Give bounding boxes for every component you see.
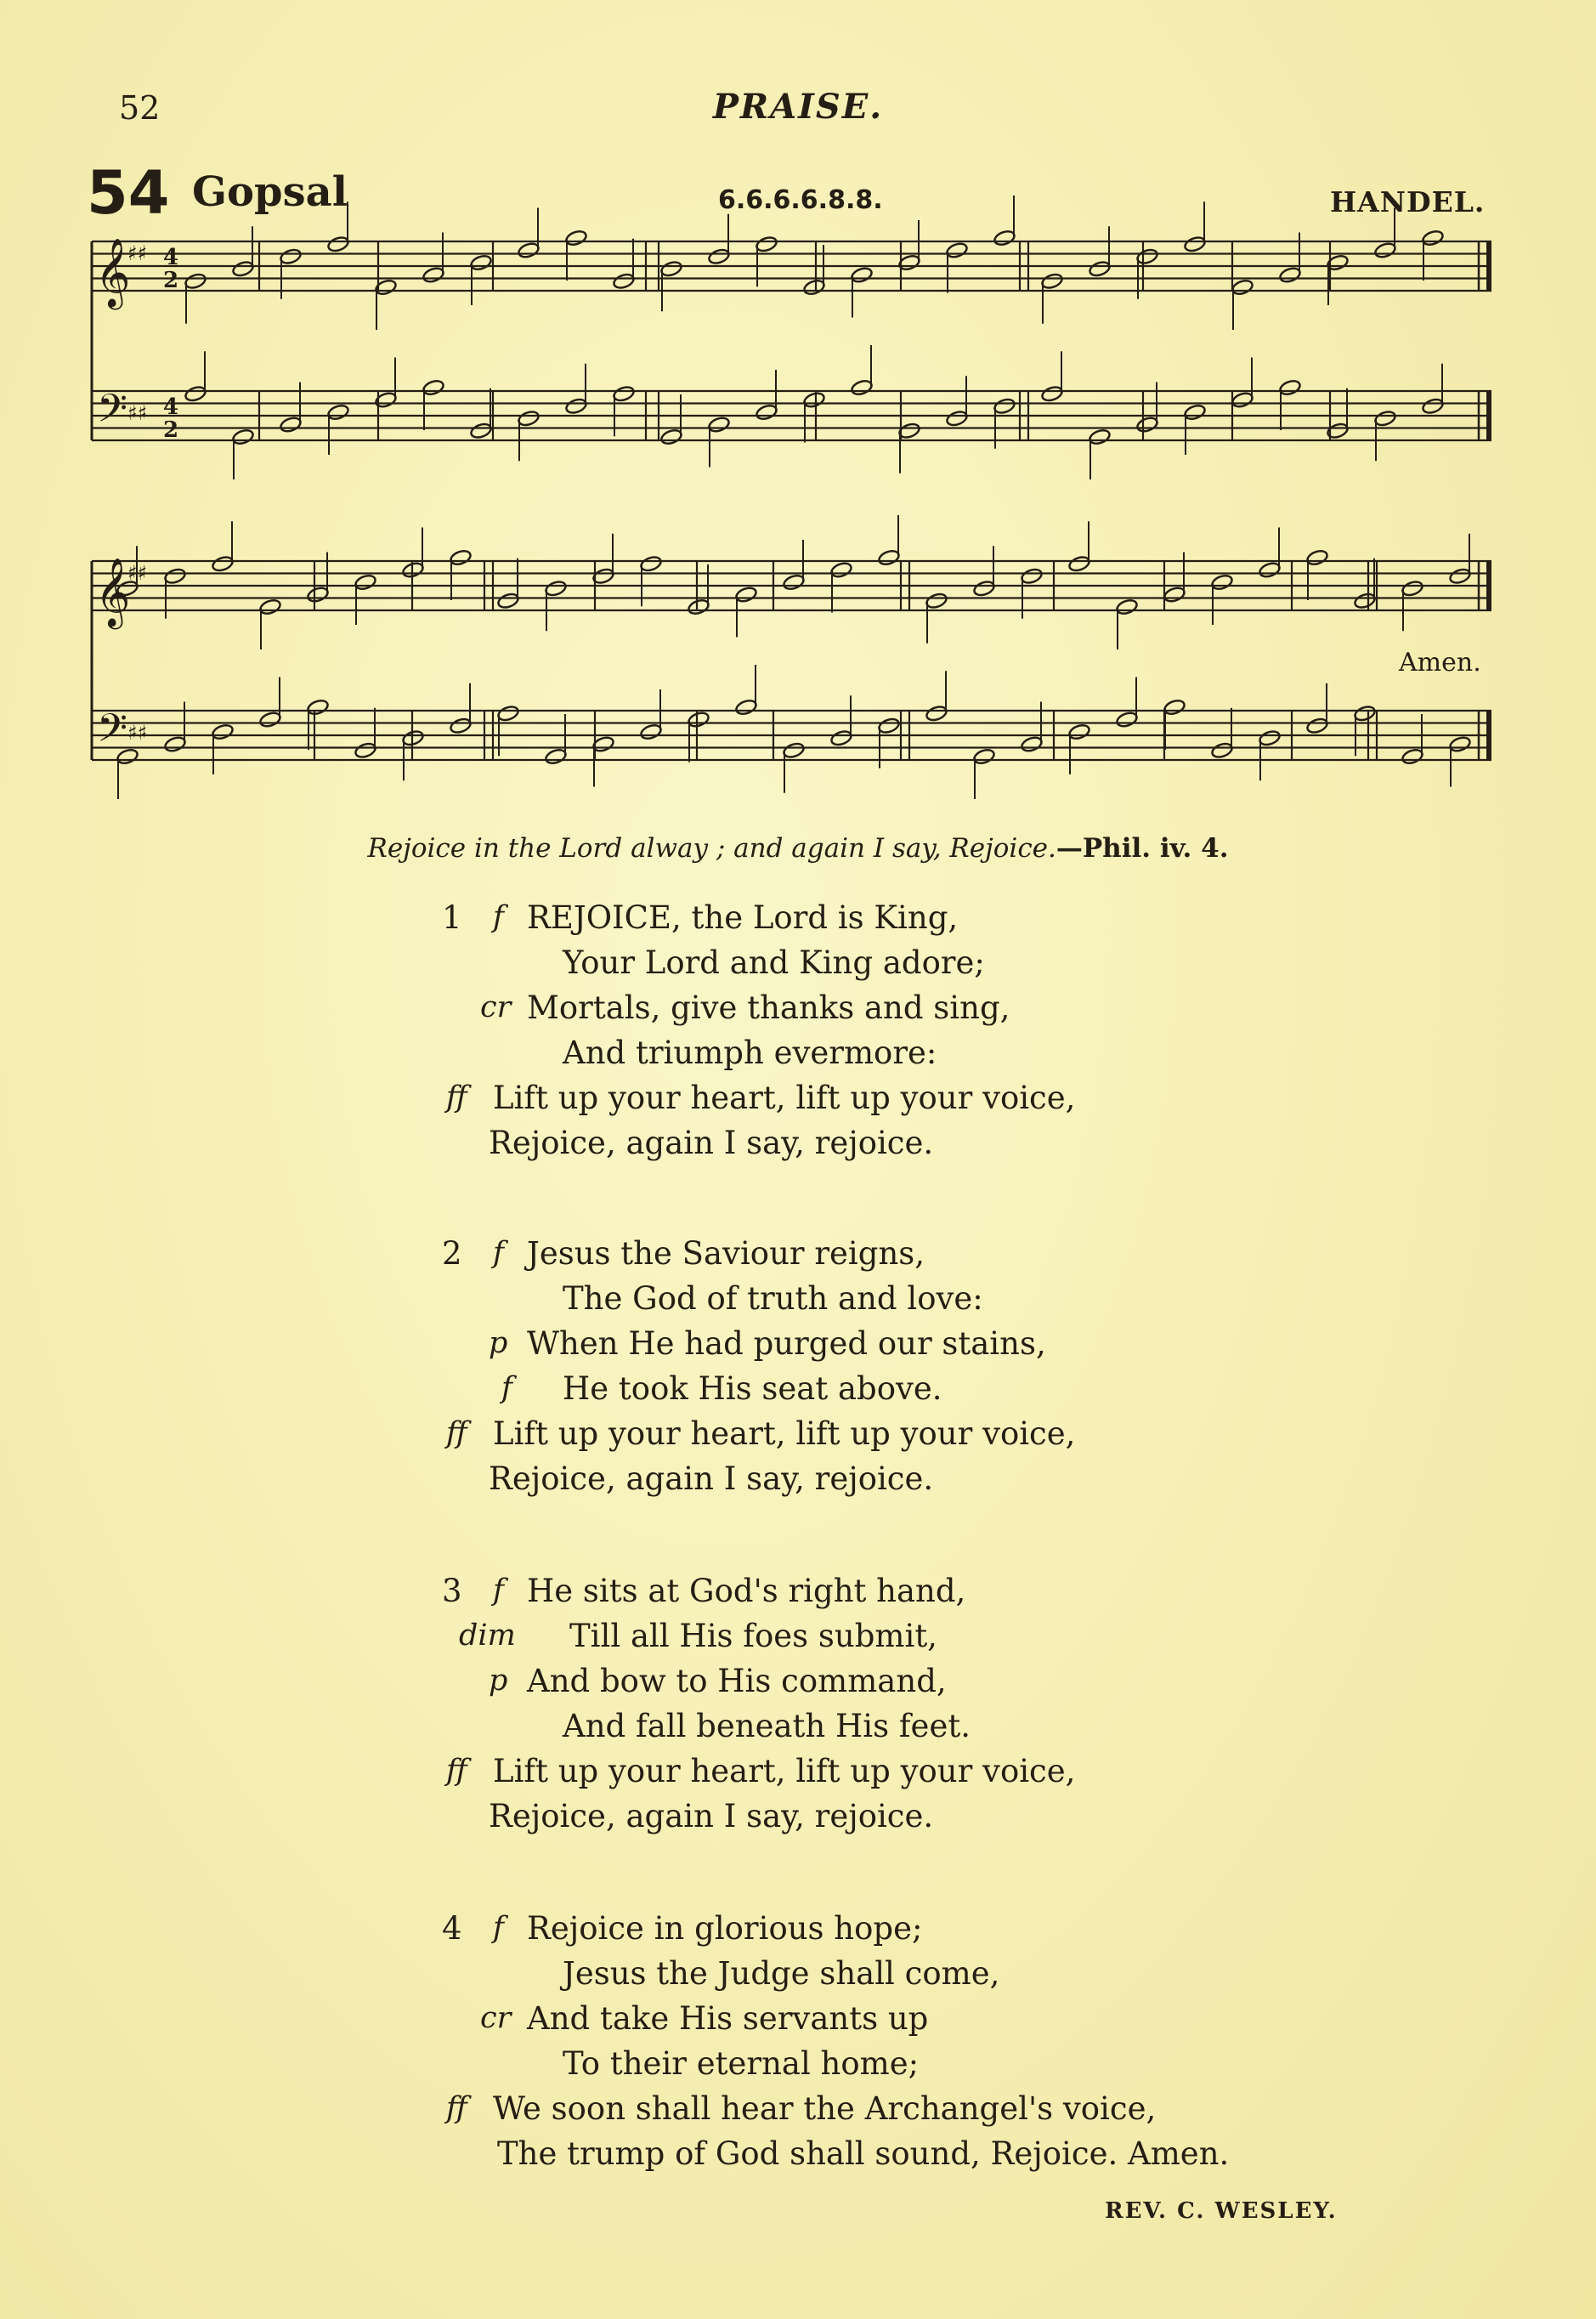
svg-text:♯♯: ♯♯	[127, 561, 148, 585]
page-number: 52	[119, 89, 161, 127]
verse-line: To their eternal home;	[563, 2045, 920, 2082]
dynamic-marking: ff	[446, 1416, 467, 1450]
amen-label: Amen.	[1399, 648, 1481, 678]
svg-text:4: 4	[163, 394, 179, 420]
svg-text:♯♯: ♯♯	[127, 721, 148, 745]
verse-line: Rejoice, again I say, rejoice.	[489, 1125, 934, 1161]
dynamic-marking: f	[493, 1573, 504, 1607]
dynamic-marking: ff	[446, 1754, 467, 1788]
dynamic-marking: cr	[480, 2001, 512, 2035]
running-title: PRAISE.	[712, 87, 884, 127]
verse-line: We soon shall hear the Archangel's voice,	[493, 2090, 1157, 2127]
meter: 6.6.6.6.8.8.	[718, 185, 883, 215]
verse-line: And take His servants up	[527, 2000, 929, 2037]
clef-glyph: 𝄞	[95, 557, 131, 627]
verse-line: And triumph evermore:	[563, 1035, 937, 1071]
dynamic-marking: f	[493, 900, 504, 934]
verse-number: 4	[442, 1910, 462, 1947]
svg-text:♯♯: ♯♯	[127, 241, 148, 265]
dynamic-marking: ff	[446, 1080, 467, 1114]
tune-name: Gopsal	[192, 168, 348, 216]
author-credit: REV. C. WESLEY.	[1105, 2198, 1338, 2224]
verse-line: Lift up your heart, lift up your voice,	[493, 1753, 1076, 1789]
dynamic-marking: ff	[446, 2091, 467, 2125]
clef-glyph: 𝄢	[97, 386, 128, 441]
verse-number: 1	[442, 899, 462, 936]
verse-line: He sits at God's right hand,	[527, 1573, 966, 1609]
verse-line: The trump of God shall sound, Rejoice. Amen.	[497, 2135, 1230, 2172]
dynamic-marking: f	[493, 1236, 504, 1270]
composer: HANDEL.	[1330, 185, 1486, 218]
verse-line: The God of truth and love:	[563, 1280, 983, 1317]
verse-line: Till all His foes submit,	[569, 1618, 937, 1654]
verse-line: And bow to His command,	[527, 1663, 947, 1699]
epigraph-quote: Rejoice in the Lord alway ; and again I say, Rejoice.	[367, 833, 1056, 864]
dynamic-marking: cr	[480, 990, 512, 1024]
dynamic-marking: p	[489, 1326, 508, 1360]
verse-line: Mortals, give thanks and sing,	[527, 989, 1010, 1026]
verse-line: Your Lord and King adore;	[563, 944, 985, 981]
verse-line: Rejoice, again I say, rejoice.	[489, 1460, 934, 1497]
verse-line: When He had purged our stains,	[527, 1325, 1046, 1362]
verse-line: He took His seat above.	[563, 1370, 942, 1407]
clef-glyph: 𝄞	[95, 237, 131, 307]
dynamic-marking: f	[501, 1371, 512, 1405]
svg-text:4: 4	[163, 245, 179, 270]
dynamic-marking: p	[489, 1664, 508, 1698]
verse-line: And fall beneath His feet.	[563, 1708, 971, 1744]
svg-text:2: 2	[163, 268, 179, 293]
verse-line: Rejoice, again I say, rejoice.	[489, 1798, 934, 1834]
verse-line: Lift up your heart, lift up your voice,	[493, 1080, 1076, 1116]
verse-number: 2	[442, 1235, 462, 1272]
clef-glyph: 𝄢	[97, 706, 128, 761]
dynamic-marking: f	[493, 1911, 504, 1945]
verse-line: Lift up your heart, lift up your voice,	[493, 1415, 1076, 1452]
dynamic-marking: dim	[459, 1619, 516, 1653]
svg-text:♯♯: ♯♯	[127, 401, 148, 425]
svg-text:2: 2	[163, 417, 179, 443]
epigraph-reference: —Phil. iv. 4.	[1056, 833, 1229, 864]
verse-line: Rejoice in glorious hope;	[527, 1910, 923, 1947]
verse-line: Jesus the Judge shall come,	[563, 1955, 1000, 1992]
verse-number: 3	[442, 1573, 462, 1609]
verse-line: REJOICE, the Lord is King,	[527, 899, 959, 936]
hymn-number: 54	[87, 158, 170, 228]
verse-line: Jesus the Saviour reigns,	[527, 1235, 925, 1272]
